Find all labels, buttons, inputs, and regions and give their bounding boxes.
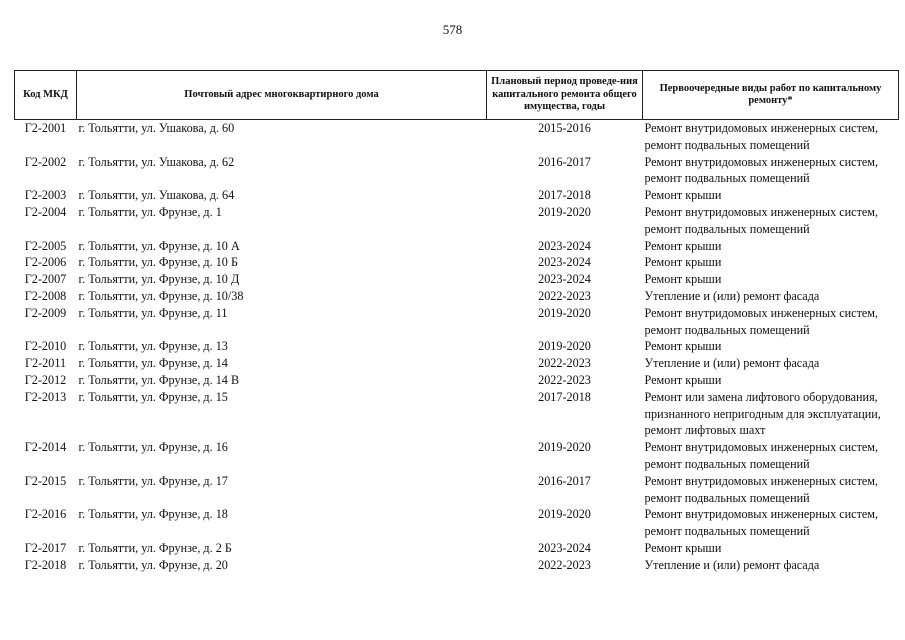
row-period: 2023-2024	[538, 238, 591, 253]
row-address: г. Тольятти, ул. Фрунзе, д. 14	[78, 356, 228, 371]
table-header-row	[15, 71, 899, 120]
page-number: 578	[442, 22, 463, 37]
row-works-line: ремонт лифтовых шахт	[644, 423, 766, 438]
table-row	[15, 473, 899, 507]
row-code: Г2-2005	[24, 238, 67, 253]
row-works-line: ремонт подвальных помещений	[644, 322, 810, 337]
row-address: г. Тольятти, ул. Фрунзе, д. 18	[78, 507, 228, 522]
row-period: 2017-2018	[538, 389, 591, 404]
row-works-line: Ремонт внутридомовых инженерных систем,	[644, 121, 879, 135]
row-code: Г2-2013	[24, 389, 67, 404]
table-row	[15, 355, 899, 372]
table-row	[15, 305, 899, 339]
table-row	[15, 204, 899, 238]
row-works-line: Ремонт крыши	[644, 255, 722, 270]
row-period: 2019-2020	[538, 204, 591, 219]
row-works-line: Утепление и (или) ремонт фасада	[644, 557, 820, 572]
row-address: г. Тольятти, ул. Фрунзе, д. 16	[78, 440, 228, 455]
row-code: Г2-2014	[24, 440, 67, 455]
row-works	[643, 557, 899, 574]
row-works	[643, 154, 899, 188]
table-row	[15, 254, 899, 271]
row-address: г. Тольятти, ул. Фрунзе, д. 1	[78, 204, 222, 219]
row-works	[643, 254, 899, 271]
row-address: г. Тольятти, ул. Фрунзе, д. 2 Б	[78, 540, 232, 555]
row-works-line: Ремонт внутридомовых инженерных систем,	[644, 440, 879, 455]
row-works	[643, 120, 899, 154]
row-works	[643, 204, 899, 238]
header-code: Код МКД	[15, 71, 77, 120]
row-works-line: Ремонт внутридомовых инженерных систем,	[644, 473, 879, 488]
row-works	[643, 506, 899, 540]
row-code: Г2-2004	[24, 204, 67, 219]
table-row	[15, 372, 899, 389]
row-works	[643, 540, 899, 557]
row-works-line: Ремонт внутридомовых инженерных систем,	[644, 204, 879, 219]
row-code: Г2-2002	[24, 154, 67, 169]
row-works	[643, 372, 899, 389]
row-period: 2017-2018	[538, 188, 591, 203]
row-works-line: ремонт подвальных помещений	[644, 171, 810, 186]
row-works-line: ремонт подвальных помещений	[644, 221, 810, 236]
row-works-line: Ремонт крыши	[644, 238, 722, 253]
row-address: г. Тольятти, ул. Фрунзе, д. 20	[78, 557, 228, 572]
table-row	[15, 271, 899, 288]
row-address: г. Тольятти, ул. Фрунзе, д. 11	[78, 305, 228, 320]
row-code: Г2-2008	[24, 288, 67, 303]
row-address: г. Тольятти, ул. Фрунзе, д. 14 В	[78, 372, 240, 387]
row-address: г. Тольятти, ул. Фрунзе, д. 17	[78, 473, 228, 488]
table-row	[15, 557, 899, 574]
table-row	[15, 439, 899, 473]
header-address: Почтовый адрес многоквартирного дома	[77, 71, 487, 120]
capital-repair-table	[14, 70, 899, 574]
row-works-line: ремонт подвальных помещений	[644, 524, 810, 539]
row-address: г. Тольятти, ул. Фрунзе, д. 13	[78, 339, 228, 354]
row-period: 2019-2020	[538, 440, 591, 455]
row-works-line: Ремонт внутридомовых инженерных систем,	[644, 507, 879, 522]
row-works-line: ремонт подвальных помещений	[644, 137, 810, 152]
row-code: Г2-2011	[24, 356, 67, 371]
row-works	[643, 473, 899, 507]
row-period: 2022-2023	[538, 557, 591, 572]
row-works-line: Ремонт крыши	[644, 339, 722, 354]
row-works-line: ремонт подвальных помещений	[644, 490, 810, 505]
row-works	[643, 238, 899, 255]
row-address: г. Тольятти, ул. Фрунзе, д. 10/38	[78, 288, 244, 303]
header-period: Плановый период проведе-ния капитального ремонта общего имущества, годы	[487, 71, 643, 120]
row-works-line: ремонт подвальных помещений	[644, 456, 810, 471]
row-works	[643, 271, 899, 288]
table-row	[15, 338, 899, 355]
table-row	[15, 288, 899, 305]
row-period: 2015-2016	[538, 121, 591, 135]
row-code: Г2-2010	[24, 339, 67, 354]
row-works-line: Ремонт внутридомовых инженерных систем,	[644, 305, 879, 320]
row-code: Г2-2009	[24, 305, 67, 320]
row-works-line: Ремонт крыши	[644, 188, 722, 203]
row-works	[643, 305, 899, 339]
row-period: 2016-2017	[538, 154, 591, 169]
row-address: г. Тольятти, ул. Ушакова, д. 62	[78, 154, 235, 169]
table-row	[15, 506, 899, 540]
table-row	[15, 187, 899, 204]
row-works-line: Ремонт крыши	[644, 540, 722, 555]
row-period: 2019-2020	[538, 507, 591, 522]
row-works-line: Ремонт крыши	[644, 372, 722, 387]
row-period: 2016-2017	[538, 473, 591, 488]
row-period: 2022-2023	[538, 288, 591, 303]
table-body	[15, 120, 899, 574]
row-works-line: Ремонт крыши	[644, 272, 722, 287]
row-works	[643, 389, 899, 439]
row-period: 2023-2024	[538, 540, 591, 555]
table-row	[15, 389, 899, 439]
row-works	[643, 187, 899, 204]
row-code: Г2-2003	[24, 188, 67, 203]
row-code: Г2-2018	[24, 557, 67, 572]
row-code: Г2-2015	[24, 473, 67, 488]
table-row	[15, 154, 899, 188]
row-period: 2023-2024	[538, 272, 591, 287]
row-period: 2019-2020	[538, 305, 591, 320]
row-works-line: признанного непригодным для эксплуатации,	[644, 406, 881, 421]
table-row	[15, 120, 899, 154]
row-works	[643, 439, 899, 473]
row-works	[643, 288, 899, 305]
row-code: Г2-2016	[24, 507, 67, 522]
row-period: 2019-2020	[538, 339, 591, 354]
row-address: г. Тольятти, ул. Ушакова, д. 64	[78, 188, 235, 203]
row-code: Г2-2001	[24, 121, 67, 135]
row-address: г. Тольятти, ул. Ушакова, д. 60	[78, 121, 235, 135]
row-works-line: Утепление и (или) ремонт фасада	[644, 356, 820, 371]
row-address: г. Тольятти, ул. Фрунзе, д. 15	[78, 389, 228, 404]
row-address: г. Тольятти, ул. Фрунзе, д. 10 Д	[78, 272, 240, 287]
row-works	[643, 355, 899, 372]
row-period: 2022-2023	[538, 356, 591, 371]
header-works: Первоочередные виды работ по капитальному ремонту*	[643, 71, 899, 120]
row-code: Г2-2017	[24, 540, 67, 555]
row-code: Г2-2012	[24, 372, 67, 387]
row-code: Г2-2006	[24, 255, 67, 270]
row-works	[643, 338, 899, 355]
row-works-line: Ремонт или замена лифтового оборудования,	[644, 389, 878, 404]
row-works-line: Утепление и (или) ремонт фасада	[644, 288, 820, 303]
row-works-line: Ремонт внутридомовых инженерных систем,	[644, 154, 879, 169]
row-code: Г2-2007	[24, 272, 67, 287]
row-address: г. Тольятти, ул. Фрунзе, д. 10 А	[78, 238, 240, 253]
row-period: 2022-2023	[538, 372, 591, 387]
table-row	[15, 540, 899, 557]
row-address: г. Тольятти, ул. Фрунзе, д. 10 Б	[78, 255, 238, 270]
row-period: 2023-2024	[538, 255, 591, 270]
table-row	[15, 238, 899, 255]
